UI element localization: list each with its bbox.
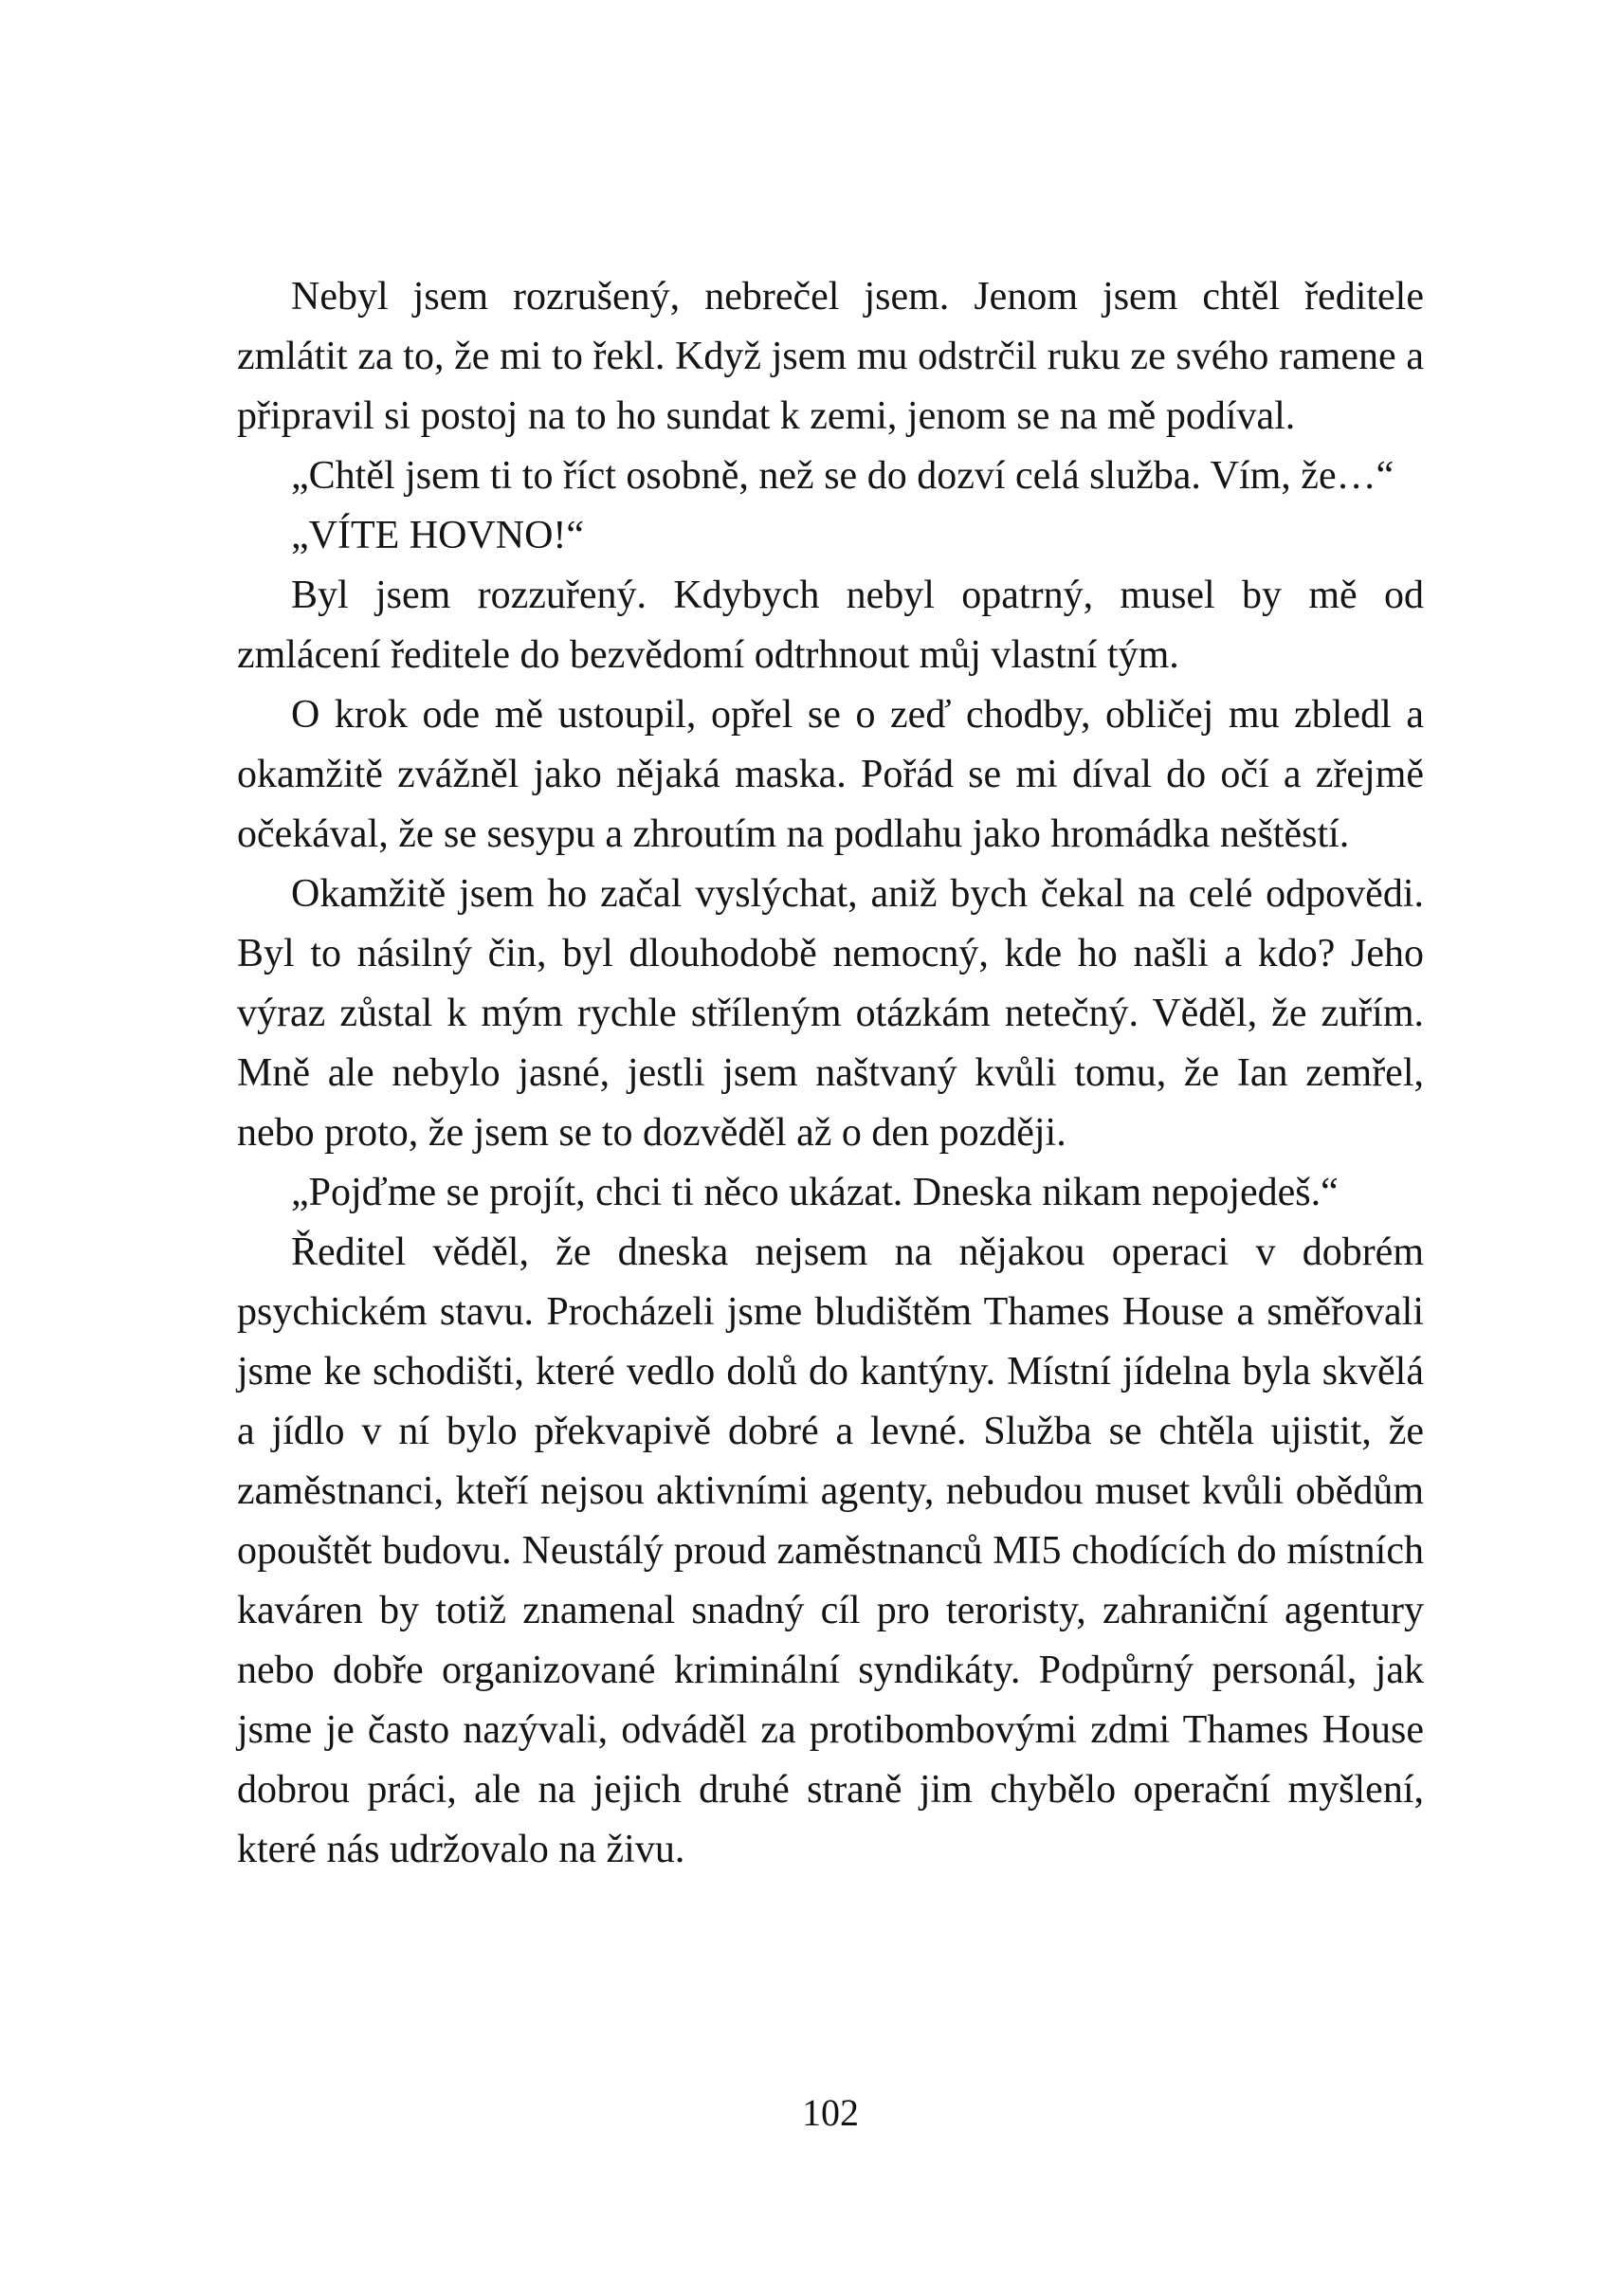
page-number: 102 (802, 2091, 859, 2134)
paragraph: „Pojďme se projít, chci ti něco ukázat. Dneska nikam nepojedeš.“ (291, 1171, 1339, 1214)
paragraph: Ředitel věděl, že dneska nejsem na nějakou operaci v dobrém psychickém stavu. Procházeli jsme bludištěm Thames House a směřovali jsme ke schodišti, které vedlo dolů do kantýny. Místní jídelna byla skvělá a jídlo v ní bylo překvapivě dobré a levné. Služba se chtěla ujistit, že zaměstnanci, kteří nejsou aktivními agenty, nebudou muset kvůli obědům opouštět budovu. Neustálý proud zaměstnanců MI5 chodících do místních kaváren by totiž znamenal snadný cíl pro teroristy, zahraniční agentury nebo dobře organizované kriminální syndikáty. Podpůrný personál, jak jsme je často nazývali, odváděl za protibombovými zdmi Thames House dobrou práci, ale na jejich druhé straně jim chybělo operační myšlení, které nás udržovalo na živu. (237, 1230, 1424, 1871)
paragraph: „Chtěl jsem ti to říct osobně, než se do dozví celá služba. Vím, že…“ (291, 454, 1394, 498)
body-text (237, 267, 1424, 1880)
paragraph: „VÍTE HOVNO!“ (291, 514, 585, 557)
paragraph: Nebyl jsem rozrušený, nebrečel jsem. Jenom jsem chtěl ředitele zmlátit za to, že mi to řekl. Když jsem mu odstrčil ruku ze svého ramene a připravil si postoj na to ho sundat k zemi, jenom se na mě podíval. (237, 275, 1424, 438)
paragraph: O krok ode mě ustoupil, opřel se o zeď chodby, obličej mu zbledl a okamžitě zvážněl jako nějaká maska. Pořád se mi díval do očí a zřejmě očekával, že se sesypu a zhroutím na podlahu jako hromádka neštěstí. (237, 693, 1424, 856)
paragraph: Byl jsem rozzuřený. Kdybych nebyl opatrný, musel by mě od zmlácení ředitele do bezvědomí odtrhnout můj vlastní tým. (237, 574, 1424, 677)
paragraph: Okamžitě jsem ho začal vyslýchat, aniž bych čekal na celé odpovědi. Byl to násilný čin, byl dlouhodobě nemocný, kde ho našli a kdo? Jeho výraz zůstal k mým rychle stříleným otázkám netečný. Věděl, že zuřím. Mně ale nebylo jasné, jestli jsem naštvaný kvůli tomu, že Ian zemřel, nebo proto, že jsem se to dozvěděl až o den později. (237, 872, 1424, 1155)
